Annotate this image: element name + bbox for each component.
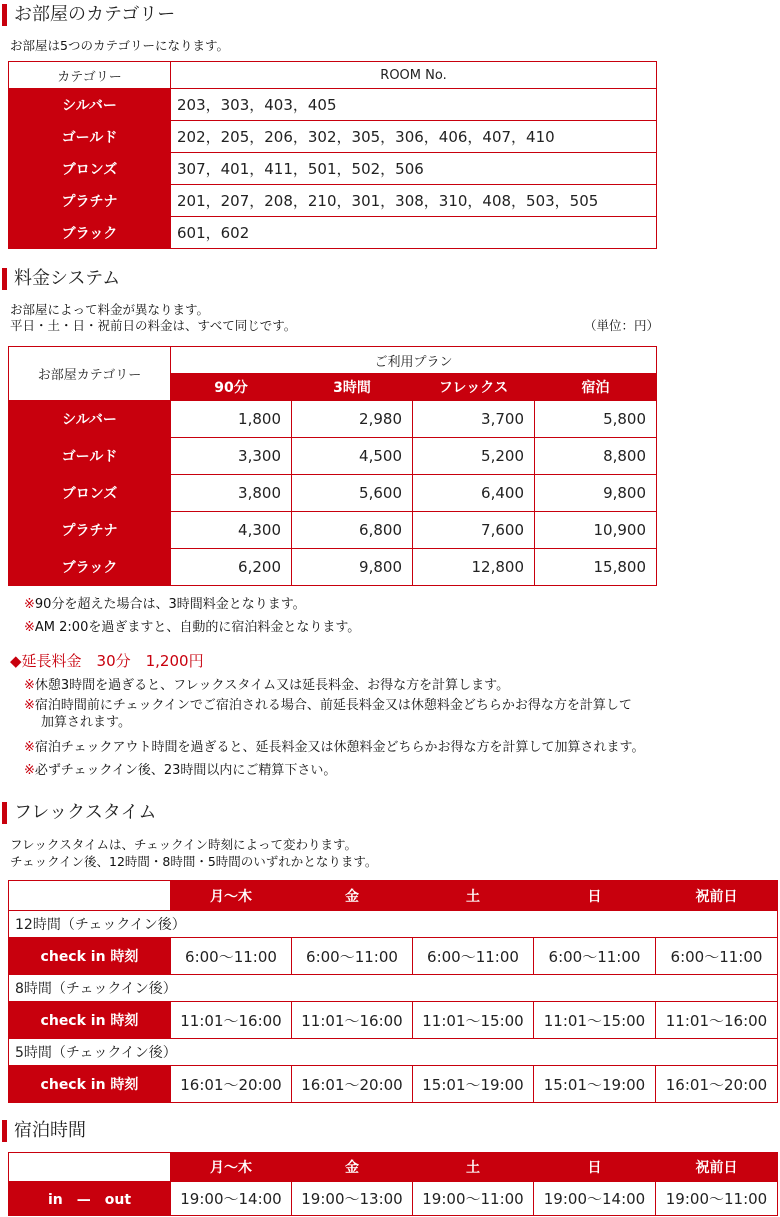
price-cell: 12,800 xyxy=(413,549,535,586)
pricing-note-1: ※90分を超えた場合は、3時間料金となります。 xyxy=(24,597,306,612)
table-row xyxy=(9,401,657,438)
extension-note-4: ※必ずチェックイン後、23時間以内にご精算下さい。 xyxy=(24,763,337,778)
extension-note-2-cont: 加算されます。 xyxy=(41,715,131,730)
day-sun: 日 xyxy=(534,1153,656,1182)
time-cell: 11:01～16:00 xyxy=(171,1002,292,1039)
flex-group-label: 8時間（チェックイン後） xyxy=(9,975,778,1002)
section-marker xyxy=(2,1120,7,1142)
flex-group-label: 12時間（チェックイン後） xyxy=(9,911,778,938)
time-cell: 6:00～11:00 xyxy=(292,938,413,975)
room-numbers: 307，401，411，501，502，506 xyxy=(171,153,657,185)
day-sat: 土 xyxy=(413,881,534,911)
price-cell: 5,200 xyxy=(413,438,535,475)
price-cell: 2,980 xyxy=(292,401,413,438)
category-name: ブロンズ xyxy=(9,475,171,512)
price-cell: 3,800 xyxy=(171,475,292,512)
section-title-pricing: 料金システム xyxy=(14,268,121,289)
pricing-unit: （単位：円） xyxy=(584,318,660,333)
flex-line-1: フレックスタイムは、チェックイン時刻によって変わります。 xyxy=(10,837,358,852)
time-cell: 6:00～11:00 xyxy=(171,938,292,975)
time-cell: 19:00～14:00 xyxy=(534,1182,656,1216)
day-sat: 土 xyxy=(413,1153,534,1182)
checkin-label: check in 時刻 xyxy=(9,938,171,975)
category-name: プラチナ xyxy=(9,185,171,217)
table-row xyxy=(9,89,657,121)
plan-3hours: 3時間 xyxy=(292,374,413,401)
extension-note-1: ※休憩3時間を過ぎると、フレックスタイム又は延長料金、お得な方を計算します。 xyxy=(24,678,510,693)
price-cell: 6,200 xyxy=(171,549,292,586)
price-cell: 10,900 xyxy=(535,512,657,549)
flex-group-label: 5時間（チェックイン後） xyxy=(9,1039,778,1066)
category-name: ブラック xyxy=(9,549,171,586)
pricing-line-2: 平日・土・日・祝前日の料金は、すべて同じです。 xyxy=(10,318,297,333)
time-cell: 16:01～20:00 xyxy=(171,1066,292,1103)
extension-note-3: ※宿泊チェックアウト時間を過ぎると、延長料金又は休憩料金どちらかお得な方を計算して加算されます。 xyxy=(24,740,645,755)
table-row xyxy=(9,217,657,249)
time-cell: 16:01～20:00 xyxy=(292,1066,413,1103)
price-cell: 5,800 xyxy=(535,401,657,438)
stay-table xyxy=(8,1152,778,1216)
price-cell: 1,800 xyxy=(171,401,292,438)
corner-cell xyxy=(9,881,171,911)
time-cell: 19:00～11:00 xyxy=(413,1182,534,1216)
room-numbers: 202，205，206，302，305，306，406，407，410 xyxy=(171,121,657,153)
price-cell: 15,800 xyxy=(535,549,657,586)
category-name: ブロンズ xyxy=(9,153,171,185)
checkin-label: check in 時刻 xyxy=(9,1002,171,1039)
section-title-flex: フレックスタイム xyxy=(14,802,157,823)
time-cell: 11:01～16:00 xyxy=(656,1002,778,1039)
day-pre-holiday: 祝前日 xyxy=(656,1153,778,1182)
pricing-line-1: お部屋によって料金が異なります。 xyxy=(10,302,210,317)
extension-fee-heading: ◆延長料金 30分 1,200円 xyxy=(10,652,204,670)
plan-header: ご利用プラン xyxy=(171,347,657,374)
day-pre-holiday: 祝前日 xyxy=(656,881,778,911)
day-mon-thu: 月～木 xyxy=(171,881,292,911)
table-row xyxy=(9,1066,778,1103)
time-cell: 19:00～14:00 xyxy=(171,1182,292,1216)
table-row xyxy=(9,938,778,975)
price-cell: 7,600 xyxy=(413,512,535,549)
category-name: プラチナ xyxy=(9,512,171,549)
price-cell: 6,800 xyxy=(292,512,413,549)
time-cell: 6:00～11:00 xyxy=(413,938,534,975)
price-cell: 9,800 xyxy=(535,475,657,512)
category-name: ゴールド xyxy=(9,438,171,475)
category-name: シルバー xyxy=(9,401,171,438)
corner-cell xyxy=(9,1153,171,1182)
table-row xyxy=(9,1002,778,1039)
pricing-table xyxy=(8,346,657,586)
extension-note-2: ※宿泊時間前にチェックインでご宿泊される場合、前延長料金又は休憩料金どちらかお得な方を計算して xyxy=(24,698,632,713)
price-cell: 6,400 xyxy=(413,475,535,512)
section-title-categories: お部屋のカテゴリー xyxy=(14,4,176,25)
room-numbers: 201，207，208，210，301，308，310，408，503，505 xyxy=(171,185,657,217)
table-row xyxy=(9,121,657,153)
time-cell: 11:01～15:00 xyxy=(413,1002,534,1039)
col-header-room-category: お部屋カテゴリー xyxy=(9,347,171,401)
time-cell: 11:01～16:00 xyxy=(292,1002,413,1039)
section-marker xyxy=(2,4,7,26)
in-out-label: in — out xyxy=(9,1182,171,1216)
day-mon-thu: 月～木 xyxy=(171,1153,292,1182)
day-sun: 日 xyxy=(534,881,656,911)
checkin-label: check in 時刻 xyxy=(9,1066,171,1103)
table-row xyxy=(9,438,657,475)
pricing-note-2: ※AM 2:00を過ぎますと、自動的に宿泊料金となります。 xyxy=(24,620,361,635)
section-title-stay: 宿泊時間 xyxy=(14,1120,86,1141)
plan-flex: フレックス xyxy=(413,374,535,401)
col-header-category: カテゴリー xyxy=(9,62,171,89)
day-fri: 金 xyxy=(292,1153,413,1182)
price-cell: 3,300 xyxy=(171,438,292,475)
time-cell: 15:01～19:00 xyxy=(534,1066,656,1103)
plan-stay: 宿泊 xyxy=(535,374,657,401)
category-name: ゴールド xyxy=(9,121,171,153)
table-row xyxy=(9,549,657,586)
price-cell: 5,600 xyxy=(292,475,413,512)
price-cell: 4,300 xyxy=(171,512,292,549)
section-marker xyxy=(2,802,7,824)
table-row xyxy=(9,1182,778,1216)
price-cell: 4,500 xyxy=(292,438,413,475)
time-cell: 19:00～13:00 xyxy=(292,1182,413,1216)
col-header-room: ROOM No. xyxy=(171,62,657,89)
flex-line-2: チェックイン後、12時間・8時間・5時間のいずれかとなります。 xyxy=(10,854,378,869)
categories-intro: お部屋は5つのカテゴリーになります。 xyxy=(10,38,229,53)
flex-table xyxy=(8,880,778,1103)
time-cell: 15:01～19:00 xyxy=(413,1066,534,1103)
table-row xyxy=(9,512,657,549)
room-numbers: 601，602 xyxy=(171,217,657,249)
category-name: シルバー xyxy=(9,89,171,121)
table-row xyxy=(9,475,657,512)
category-name: ブラック xyxy=(9,217,171,249)
time-cell: 6:00～11:00 xyxy=(534,938,656,975)
plan-90min: 90分 xyxy=(171,374,292,401)
category-table xyxy=(8,61,657,249)
section-marker xyxy=(2,268,7,290)
time-cell: 6:00～11:00 xyxy=(656,938,778,975)
table-row xyxy=(9,153,657,185)
time-cell: 11:01～15:00 xyxy=(534,1002,656,1039)
table-row xyxy=(9,185,657,217)
price-cell: 8,800 xyxy=(535,438,657,475)
time-cell: 19:00～11:00 xyxy=(656,1182,778,1216)
room-numbers: 203，303，403，405 xyxy=(171,89,657,121)
price-cell: 9,800 xyxy=(292,549,413,586)
time-cell: 16:01～20:00 xyxy=(656,1066,778,1103)
day-fri: 金 xyxy=(292,881,413,911)
price-cell: 3,700 xyxy=(413,401,535,438)
